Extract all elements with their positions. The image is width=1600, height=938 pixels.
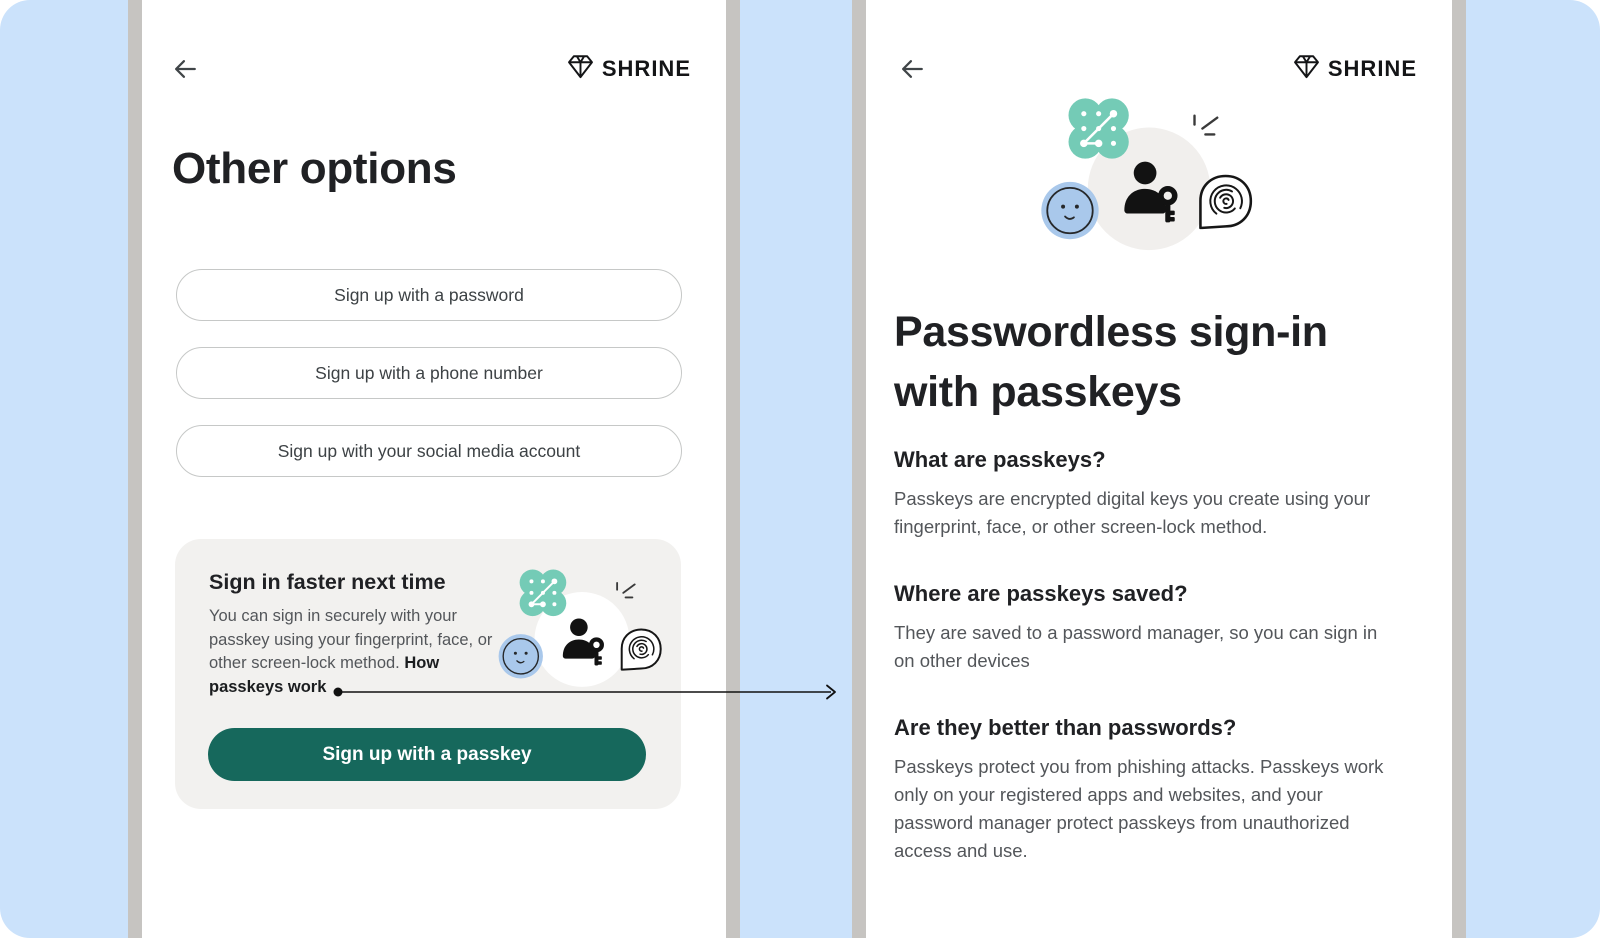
passkey-illustration-large [1034,90,1272,258]
section-heading: What are passkeys? [894,447,1106,472]
brand-logo [1292,52,1417,86]
brand-logo [566,52,691,86]
sparkle-icon [617,583,635,598]
pattern-lock-icon [1069,98,1129,158]
passkey-illustration-small [493,563,677,693]
screen-other-options [142,0,726,938]
section-body: Passkeys protect you from phishing attacks. Passkeys work only on your registered apps and websites, and your password manager protect passkeys from unauthorized access and use. [894,756,1384,861]
back-arrow-icon [172,70,198,85]
page-title [894,302,1434,422]
back-arrow-icon [899,70,925,85]
diamond-gem-icon [566,52,595,86]
signup-social-button[interactable]: Sign up with your social media account [176,425,682,477]
face-unlock-icon [1041,182,1098,239]
annotation-arrow [331,683,843,701]
signup-password-button[interactable]: Sign up with a password [176,269,682,321]
section-what-are-passkeys [894,447,1418,541]
fingerprint-icon [622,630,661,670]
back-button[interactable] [897,54,927,84]
section-body: Passkeys are encrypted digital keys you create using your fingerprint, face, or other screen-lock method. [894,488,1371,537]
card-body-text: You can sign in securely with your passkey using your fingerprint, face, or other screen-lock method. [209,607,493,672]
section-heading: Where are passkeys saved? [894,581,1188,606]
how-passkeys-work-link[interactable]: How passkeys work [209,654,440,696]
screen-passkeys-info [866,0,1452,938]
phone-right [852,0,1466,938]
signup-passkey-button[interactable]: Sign up with a passkey [208,728,646,781]
right-topbar [897,50,1417,88]
sparkle-icon [1195,116,1218,135]
card-heading: Sign in faster next time [209,570,446,594]
brand-name: SHRINE [1327,56,1417,81]
fingerprint-icon [1200,176,1250,228]
section-heading: Are they better than passwords? [894,715,1237,740]
section-body: They are saved to a password manager, so you can sign in on other devices [894,622,1378,671]
diamond-gem-icon [1292,52,1321,86]
brand-name: SHRINE [601,56,691,81]
back-button[interactable] [170,54,200,84]
section-better-than-passwords [894,715,1418,865]
pattern-lock-icon [520,570,567,617]
phone-left [128,0,740,938]
signup-phone-button[interactable]: Sign up with a phone number [176,347,682,399]
page-title-line2: with passkeys [894,368,1182,416]
page-title-line1: Passwordless sign-in [894,308,1328,356]
face-unlock-icon [499,634,543,678]
passkey-promo-card [175,539,681,809]
section-where-saved [894,581,1418,675]
page-title: Other options [172,144,457,193]
left-topbar [170,50,691,88]
